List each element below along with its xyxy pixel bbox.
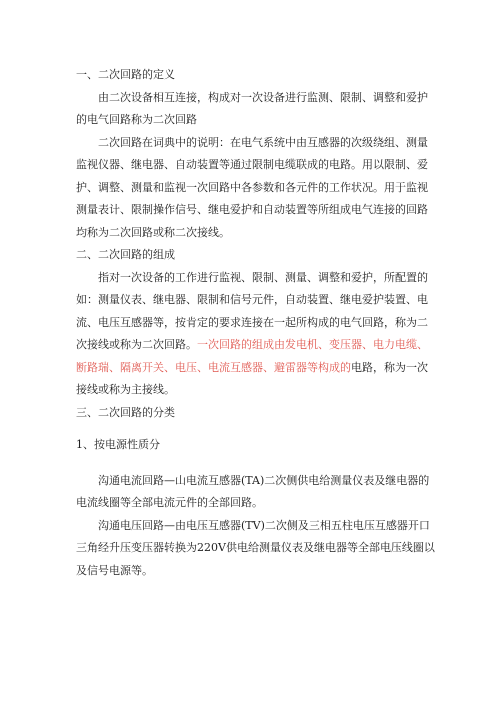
section2-p1-line2: 如：测量仪表、继电器、限制和信号元件，自动装置、继电爱护装置、电 [76,293,428,306]
section1-p2-line5: 均称为二次回路或称二次接线。 [76,225,230,239]
section1-heading: 一、二次回路的定义 [76,68,175,81]
section2-plain-text: 电路，称为一次 [351,360,428,374]
section3-p2-line2: 三角经升压变压器转换为220V供电给测量仪表及继电器等全部电压线圈以 [76,541,435,554]
section2-heading: 二、二次回路的组成 [76,248,175,261]
section1-p1-line2: 的电气回路称为二次回路 [76,113,197,126]
section1-p2-line3: 护、调整、测量和监视一次回路中各参数和各元件的工作状况。用于监视 [76,180,428,194]
section3-p2-line3: 及信号电源等。 [76,563,153,577]
section3-subheading: 1、按电源性质分 [76,438,160,451]
section1-p2-line4: 测量表计、限制操作信号、继电爱护和自动装置等所组成电气连接的回路 [76,203,428,216]
section3-heading: 三、二次回路的分类 [76,405,175,419]
section3-p2-line1: 沟通电压回路—由电压互感器(TV)二次侧及三相五柱电压互感器开口 [98,518,430,532]
highlighted-text: 断路瑞、隔离开关、电压、电流互感器、避雷器等构成的 [76,360,351,374]
section1-p1-line1: 由二次设备相互连接，构成对一次设备进行监测、限制、调整和爱护 [98,90,428,104]
section1-p2-line1: 二次回路在词典中的说明：在电气系统中由互感器的次级绕组、测量 [98,135,428,149]
highlighted-text: 一次回路的组成由发电机、变压器、电力电缆、 [197,338,428,351]
section3-p1-line2: 电流线圈等全部电流元件的全部回路。 [76,496,263,509]
section2-p1-line4 [76,334,426,357]
section2-p1-line1: 指对一次设备的工作进行监视、限制、测量、调整和爱护，所配置的 [98,270,428,284]
document-body [76,64,435,582]
section1-p2-line2: 监视仪器、继电器、自动装置等通过限制电缆联成的电路。用以限制、爱 [76,158,428,171]
section2-plain-text: 次接线或称为二次回路。 [76,338,197,351]
section2-p1-line3: 流、电压互感器等，按肯定的要求连接在一起所构成的电气回路，称为二 [76,315,428,329]
section2-p1-line5 [76,357,426,380]
section3-p1-line1: 沟通电流回路—山电流互感器(TA)二次侧供电给测量仪表及继电器的 [98,473,430,487]
section2-p1-line6: 接线或称为主接线。 [76,383,175,396]
spacer [76,457,426,470]
